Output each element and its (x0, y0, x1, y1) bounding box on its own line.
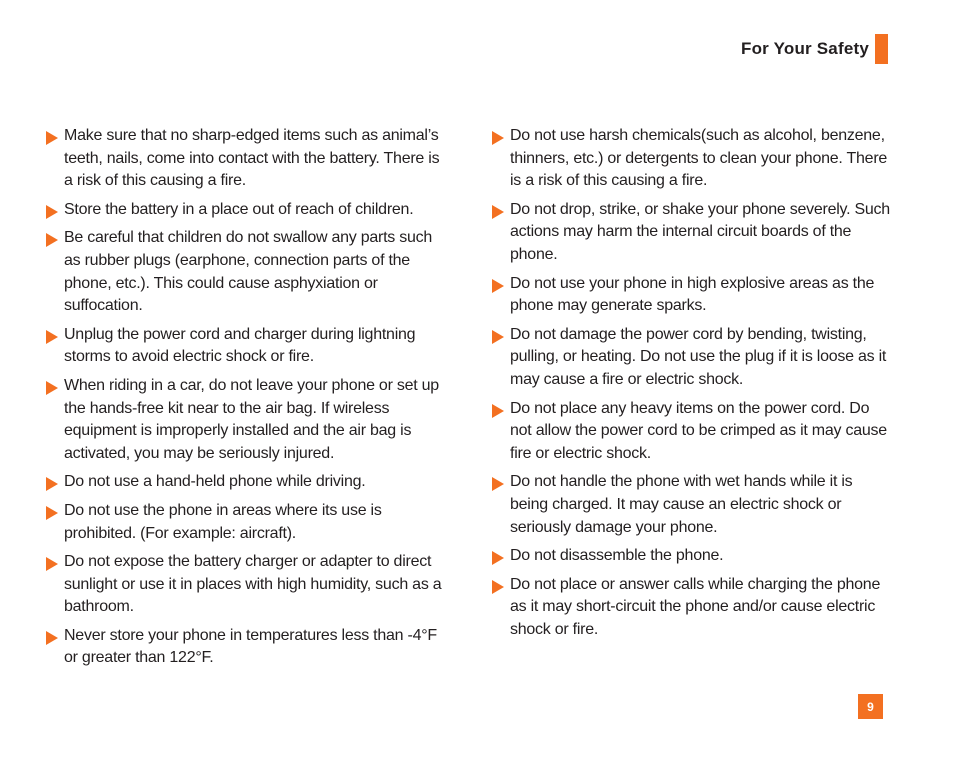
list-item-text: Be careful that children do not swallow any parts such as rubber plugs (earphone, connection parts of the phone, etc.). This could cause asphyxiation or suffocation. (64, 229, 433, 315)
list-item (46, 500, 442, 545)
list-item (492, 324, 890, 392)
list-item-text: Unplug the power cord and charger during lightning storms to avoid electric shock or fire. (64, 325, 416, 366)
list-item (492, 125, 890, 193)
list-item-text: Do not expose the battery charger or adapter to direct sunlight or use it in places with high humidity, such as a bathroom. (64, 553, 442, 616)
list-item (492, 545, 890, 568)
left-column (46, 125, 442, 676)
list-item (46, 227, 442, 317)
list-item (492, 574, 890, 642)
list-item-text: Do not drop, strike, or shake your phone severely. Such actions may harm the internal circuit boards of the phone. (510, 200, 890, 263)
triangle-right-icon (492, 279, 504, 293)
list-item-text: Store the battery in a place out of reach of children. (64, 200, 414, 218)
list-item-text: Do not use the phone in areas where its use is prohibited. (For example: aircraft). (64, 501, 382, 542)
triangle-right-icon (46, 477, 58, 491)
triangle-right-icon (46, 381, 58, 395)
triangle-right-icon (492, 477, 504, 491)
list-item (46, 471, 442, 494)
triangle-right-icon (492, 404, 504, 418)
section-marker-bar (875, 34, 888, 64)
triangle-right-icon (492, 131, 504, 145)
list-item (46, 375, 442, 465)
list-item-text: Do not place any heavy items on the power cord. Do not allow the power cord to be crimped as it may cause fire or electric shock. (510, 399, 887, 462)
triangle-right-icon (492, 551, 504, 565)
triangle-right-icon (492, 330, 504, 344)
triangle-right-icon (46, 233, 58, 247)
list-item-text: Do not handle the phone with wet hands while it is being charged. It may cause an electric shock or seriously damage your phone. (510, 473, 853, 536)
list-item-text: Do not disassemble the phone. (510, 547, 724, 565)
triangle-right-icon (492, 580, 504, 594)
list-item-text: Never store your phone in temperatures less than -4°F or greater than 122°F. (64, 626, 437, 667)
list-item-text: Do not use a hand-held phone while driving. (64, 473, 366, 491)
list-item (46, 551, 442, 619)
list-item (492, 199, 890, 267)
list-item-text: Make sure that no sharp-edged items such as animal’s teeth, nails, come into contact with the battery. There is a risk of this causing a fire. (64, 127, 440, 190)
list-item (46, 125, 442, 193)
section-title: For Your Safety (740, 39, 869, 58)
list-item-text: Do not use harsh chemicals(such as alcohol, benzene, thinners, etc.) or detergents to clean your phone. There is a risk of this causing a fire. (510, 127, 888, 190)
page-number: 9 (858, 694, 883, 719)
triangle-right-icon (46, 506, 58, 520)
list-item (46, 324, 442, 369)
triangle-right-icon (46, 631, 58, 645)
triangle-right-icon (46, 205, 58, 219)
triangle-right-icon (46, 131, 58, 145)
list-item-text: Do not use your phone in high explosive areas as the phone may generate sparks. (510, 274, 875, 315)
triangle-right-icon (492, 205, 504, 219)
list-item (46, 625, 442, 670)
list-item-text: Do not damage the power cord by bending, twisting, pulling, or heating. Do not use the plug if it is loose as it may cause a fire or electric shock. (510, 325, 887, 388)
right-column (492, 125, 890, 647)
list-item (492, 273, 890, 318)
list-item-text: Do not place or answer calls while charging the phone as it may short-circuit the phone and/or cause electric shock or fire. (510, 575, 881, 638)
page-header (741, 34, 888, 64)
list-item (492, 398, 890, 466)
triangle-right-icon (46, 330, 58, 344)
triangle-right-icon (46, 557, 58, 571)
list-item (492, 471, 890, 539)
list-item (46, 199, 442, 222)
list-item-text: When riding in a car, do not leave your phone or set up the hands-free kit near to the air bag. If wireless equipment is improperly installed and the air bag is activated, you may be seriously injured. (64, 376, 439, 462)
